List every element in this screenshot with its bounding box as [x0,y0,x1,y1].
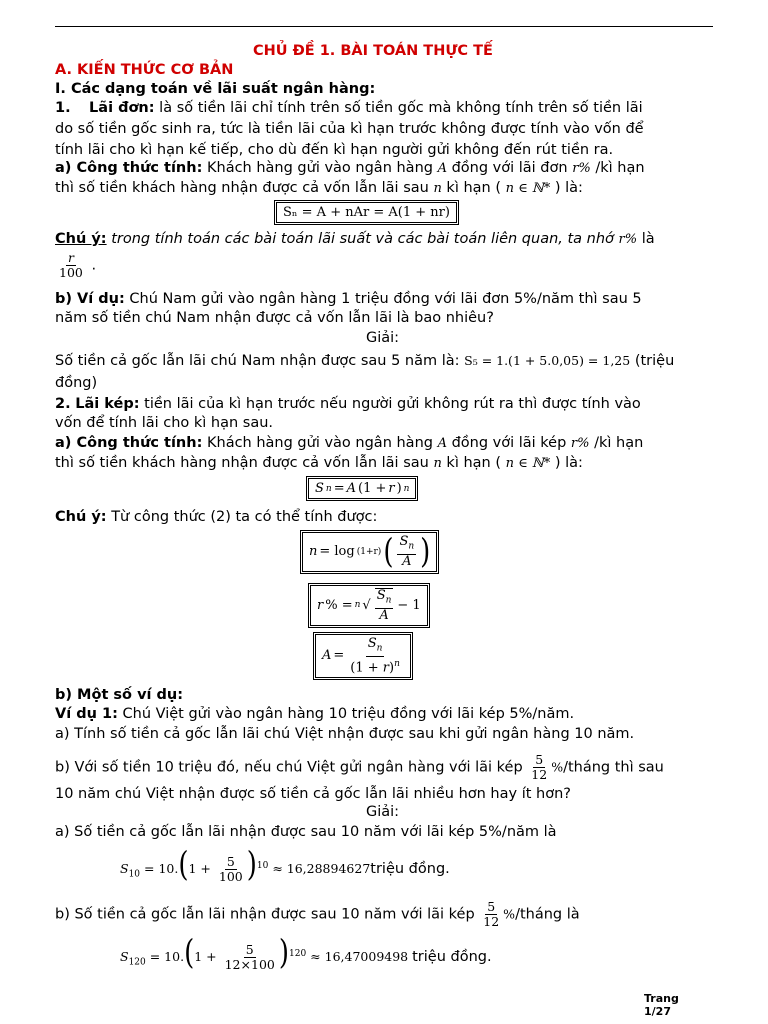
note-rate-fraction: $\frac{r}{100}$ . [59,250,97,280]
note-derived-formulas: Chú ý: Từ công thức (2) ta có thể tính được: [55,509,378,525]
example1-result-b: $S_{120} = 10.(1$ + $\frac{5}{12\times 100}$ )$^{120}$ ≈ 16,47009498 triệu đồng. [120,933,492,973]
compound-interest-line1: 2. Lãi kép: tiền lãi của kì hạn trước nếu người gửi không rút ra thì được tính vào [55,396,641,412]
compound-interest-formula: S n = A (1 + r ) n [306,476,418,501]
formula-principal: A = $\frac{S_n}{(1 + r)^n}$ [313,632,413,680]
section-a-heading: A. KIẾN THỨC CƠ BẢN [55,62,234,78]
header-rule [55,26,713,27]
compound-formula-intro-line2: thì số tiền khách hàng nhận được cả vốn lẫn lãi sau n kì hạn ( n ∈ ℕ* ) là: [55,455,583,471]
simple-solution-line: Số tiền cả gốc lẫn lãi chú Nam nhận được sau 5 năm là: S₅ = 1.(1 + 5.0,05) = 1,25 (triệu [55,353,675,369]
example1-solution-b: b) Số tiền cả gốc lẫn lãi nhận được sau 10 năm với lãi kép $\frac{5}{12}$ %/tháng là [55,899,580,929]
formula-n-log: n = log (1+r) ( $\frac{S_n}{A}$ ) [300,530,439,574]
simple-interest-formula: Sₙ = A + nAr = A(1 + nr) [274,200,459,225]
page-number: Trang 1/27 [644,992,679,1018]
example1-question-a: a) Tính số tiền cả gốc lẫn lãi chú Việt nhận được sau khi gửi ngân hàng 10 năm. [55,726,635,742]
example1-question-b-line1: b) Với số tiền 10 triệu đó, nếu chú Việt gửi ngân hàng với lãi kép $\frac{5}{12}$ %/tháng thì sau [55,752,664,782]
simple-interest-line3: tính lãi cho kì hạn kế tiếp, cho dù đến kì hạn người gửi không đến rút tiền ra. [55,142,614,158]
simple-interest-line1: 1. Lãi đơn: là số tiền lãi chỉ tính trên số tiền gốc mà không tính trên số tiền lãi [55,100,643,116]
example1-solution-label: Giải: [366,804,400,820]
simple-example-line1: b) Ví dụ: Chú Nam gửi vào ngân hàng 1 triệu đồng với lãi đơn 5%/năm thì sau 5 [55,291,642,307]
examples-heading: b) Một số ví dụ: [55,687,184,703]
simple-formula-intro-line1: a) Công thức tính: Khách hàng gửi vào ngân hàng A đồng với lãi đơn r% /kì hạn [55,160,645,176]
simple-solution-label: Giải: [366,330,400,346]
page-title: CHỦ ĐỀ 1. BÀI TOÁN THỰC TẾ [253,43,493,59]
simple-example-line2: năm số tiền chú Nam nhận được cả vốn lẫn lãi là bao nhiêu? [55,310,494,326]
compound-formula-intro-line1: a) Công thức tính: Khách hàng gửi vào ngân hàng A đồng với lãi kép r% /kì hạn [55,435,644,451]
example1-result-a: $S_{10} = 10.(1$ + $\frac{5}{100}$ )$^{10}$ ≈ 16,28894627triệu đồng. [120,845,450,885]
example1-solution-a: a) Số tiền cả gốc lẫn lãi nhận được sau 10 năm với lãi kép 5%/năm là [55,824,557,840]
simple-interest-line2: do số tiền gốc sinh ra, tức là tiền lãi của kì hạn trước không được tính vào vốn để [55,121,644,137]
example1-statement: Ví dụ 1: Chú Việt gửi vào ngân hàng 10 triệu đồng với lãi kép 5%/năm. [55,706,575,722]
note-rate-line: Chú ý: trong tính toán các bài toán lãi suất và các bài toán liên quan, ta nhớ r% là [55,231,655,247]
example1-question-b-line2: 10 năm chú Việt nhận được số tiền cả gốc lẫn lãi nhiều hơn hay ít hơn? [55,786,571,802]
section-i-heading: I. Các dạng toán về lãi suất ngân hàng: [55,81,376,97]
simple-solution-unit: đồng) [55,375,98,391]
formula-rate-root: r % = n √ $\frac{S_n}{A}$ − 1 [308,583,430,628]
simple-formula-intro-line2: thì số tiền khách hàng nhận được cả vốn lẫn lãi sau n kì hạn ( n ∈ ℕ* ) là: [55,180,583,196]
compound-interest-line2: vốn để tính lãi cho kì hạn sau. [55,415,274,431]
